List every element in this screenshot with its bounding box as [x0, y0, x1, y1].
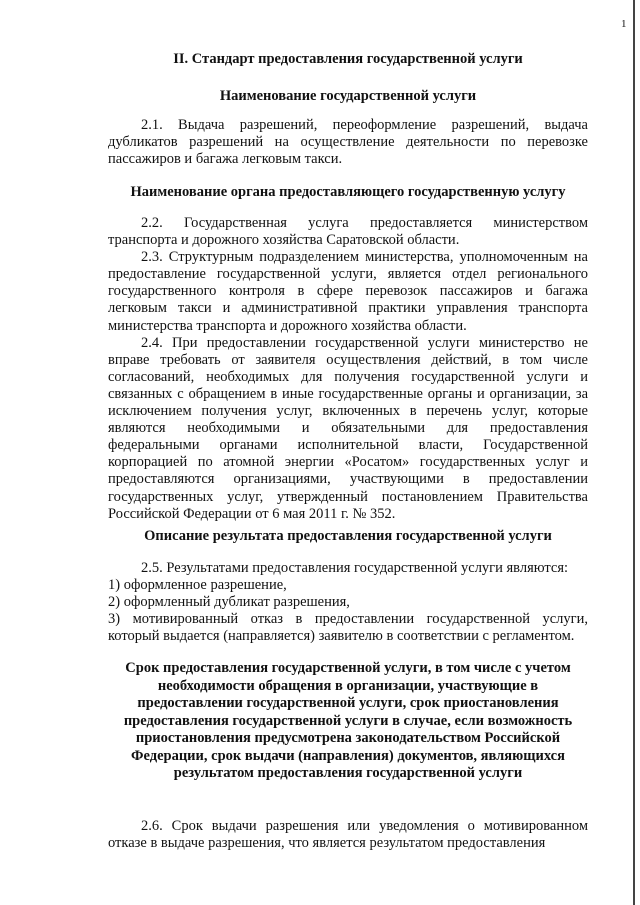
list-item: 3) мотивированный отказ в предоставлении государственной услуги, который выдается (направляется) заявителю в соответствии с регламентом.	[108, 611, 588, 645]
heading-term: Срок предоставления государственной услуги, в том числе с учетом необходимости обращения в организации, участвующие в предоставлении государственной услуги, срок приостановления предоставления государственной услуги в случае, если возможность приостановления предусмотрена законодательством Российской Федерации, срок выдачи (направления) документов, являющихся результатом предоставления государственной услуги	[123, 660, 573, 781]
paragraph-2-6	[108, 818, 588, 852]
heading-service-name: Наименование государственной услуги	[219, 88, 477, 104]
paragraph-2-2: 2.2. Государственная услуга предоставляется министерством транспорта и дорожного хозяйства Саратовской области.	[108, 215, 588, 249]
paragraph-2-5-text: 2.5. Результатами предоставления государственной услуги являются:	[141, 560, 569, 576]
page-number: 1	[621, 18, 627, 30]
paragraph-2-3: 2.3. Структурным подразделением министерства, уполномоченным на предоставление государственной услуги, является отдел регионального государственного контроля в сфере перевозок пассажиров и багажа легковым такси и административной практики управления транспорта министерства транспорта и дорожного хозяйства области.	[108, 249, 588, 334]
paragraphs-2-2-to-2-4	[108, 215, 588, 523]
paragraph-2-1-text: 2.1. Выдача разрешений, переоформление разрешений, выдача дубликатов разрешений на осуществление деятельности по перевозке пассажиров и багажа легковым такси.	[108, 117, 588, 168]
scan-edge	[633, 0, 635, 905]
paragraph-2-1	[108, 117, 588, 168]
list-item: 1) оформленное разрешение,	[108, 577, 287, 594]
heading-authority: Наименование органа предоставляющего государственную услугу	[130, 184, 566, 200]
paragraph-2-4: 2.4. При предоставлении государственной услуги министерство не вправе требовать от заявителя осуществления действий, в том числе согласований, необходимых для получения государственной услуги и связанных с обращением в иные государственные органы и организации, за исключением получения услуг, включенных в перечень услуг, которые являются необходимыми и обязательными для предоставления федеральными органами исполнительной власти, Государственной корпорацией по атомной энергии «Росатом» государственных услуг и предоставляются организациями, участвующими в предоставлении государственных услуг, утвержденный постановлением Правительства Российской Федерации от 6 мая 2011 г. № 352.	[108, 334, 588, 522]
paragraph-2-5	[108, 560, 588, 645]
heading-result: Описание результата предоставления государственной услуги	[144, 528, 552, 544]
section-title: II. Стандарт предоставления государственной услуги	[173, 51, 523, 67]
list-item: 2) оформленный дубликат разрешения,	[108, 594, 350, 611]
paragraph-2-6-text: 2.6. Срок выдачи разрешения или уведомления о мотивированном отказе в выдаче разрешения, что является результатом предоставления	[108, 818, 588, 852]
